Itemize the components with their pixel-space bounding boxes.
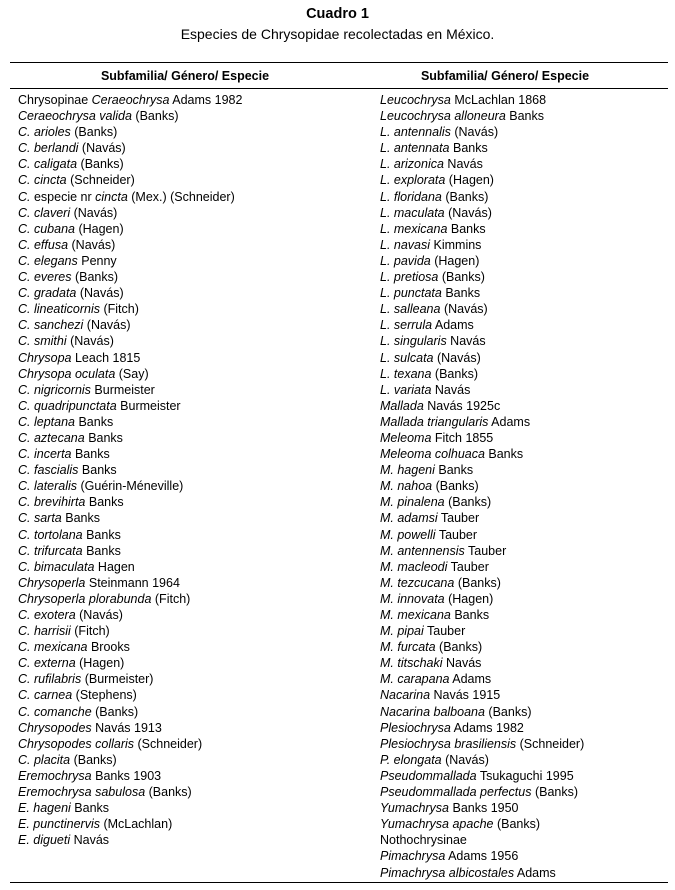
list-item bbox=[18, 430, 242, 446]
taxon-authority: especie nr bbox=[30, 189, 96, 204]
taxon-name: C. mexicana bbox=[18, 640, 88, 655]
taxon-name: C. sarta bbox=[18, 511, 62, 526]
list-item bbox=[18, 205, 242, 221]
taxon-name: M. hageni bbox=[380, 463, 435, 478]
taxon-authority: (Banks) bbox=[431, 366, 478, 381]
taxon-name: C. berlandi bbox=[18, 141, 79, 156]
taxon-name: C. tortolana bbox=[18, 527, 83, 542]
taxon-authority: (Hagen) bbox=[445, 173, 494, 188]
list-item bbox=[18, 559, 242, 575]
list-item bbox=[18, 752, 242, 768]
taxon-name: L. arizonica bbox=[380, 157, 444, 172]
taxon-authority: (Guérin-Méneville) bbox=[77, 479, 184, 494]
taxon-name: Leucochrysa alloneura bbox=[380, 109, 506, 124]
taxon-name: E. punctinervis bbox=[18, 817, 100, 832]
taxon-authority: (Navás) bbox=[433, 350, 481, 365]
list-item bbox=[18, 671, 242, 687]
list-item bbox=[380, 221, 584, 237]
list-item bbox=[380, 446, 584, 462]
list-item bbox=[380, 462, 584, 478]
taxon-authority: Penny bbox=[77, 253, 117, 268]
taxon-name: C. leptana bbox=[18, 414, 75, 429]
taxon-name: E. hageni bbox=[18, 801, 71, 816]
taxon-authority: (Banks) bbox=[441, 189, 489, 204]
list-item bbox=[18, 655, 242, 671]
taxon-name: M. innovata bbox=[380, 591, 445, 606]
taxon-name: Plesiochrysa bbox=[380, 720, 451, 735]
taxon-authority: Navás bbox=[442, 656, 482, 671]
taxon-name: L. explorata bbox=[380, 173, 446, 188]
taxon-authority: (Banks) bbox=[145, 785, 192, 800]
list-item bbox=[380, 494, 584, 510]
taxon-name: Chrysopodes collaris bbox=[18, 736, 135, 751]
list-item bbox=[380, 189, 584, 205]
list-item bbox=[380, 253, 584, 269]
list-item bbox=[380, 671, 584, 687]
list-item bbox=[380, 172, 584, 188]
header-rule bbox=[10, 88, 668, 89]
taxon-authority: (Mex.) (Schneider) bbox=[127, 189, 235, 204]
taxon-authority: Hagen bbox=[94, 559, 135, 574]
taxon-name: Pseudommallada perfectus bbox=[380, 785, 532, 800]
taxon-name: C. cincta bbox=[18, 173, 67, 188]
list-item bbox=[380, 575, 584, 591]
taxon-authority: Banks bbox=[505, 109, 544, 124]
taxon-authority: Tauber bbox=[423, 624, 466, 639]
taxon-authority: (Banks) bbox=[438, 270, 485, 285]
list-item bbox=[380, 92, 584, 108]
taxon-authority: Adams bbox=[488, 414, 531, 429]
taxon-name: C. arioles bbox=[18, 125, 71, 140]
list-item bbox=[380, 430, 584, 446]
list-item bbox=[380, 607, 584, 623]
list-item bbox=[18, 398, 242, 414]
taxon-authority: (Burmeister) bbox=[81, 672, 154, 687]
list-item bbox=[18, 108, 242, 124]
list-item bbox=[18, 333, 242, 349]
taxon-name: C. everes bbox=[18, 270, 72, 285]
list-item bbox=[380, 510, 584, 526]
taxon-name: Meleoma bbox=[380, 430, 432, 445]
taxon-authority: Nothochrysinae bbox=[380, 833, 467, 848]
list-item bbox=[18, 301, 242, 317]
list-item bbox=[380, 140, 584, 156]
taxon-authority: (Navás) bbox=[66, 334, 114, 349]
taxon-name: L. texana bbox=[380, 366, 432, 381]
taxon-authority: (Banks) bbox=[91, 704, 139, 719]
list-item bbox=[380, 156, 584, 172]
taxon-authority: Leach 1815 bbox=[71, 350, 141, 365]
list-item bbox=[380, 108, 584, 124]
taxon-authority: Banks bbox=[82, 527, 121, 542]
taxon-name: M. furcata bbox=[380, 640, 436, 655]
taxon-authority: Chrysopinae bbox=[18, 93, 92, 107]
taxon-name: L. maculata bbox=[380, 205, 445, 220]
taxon-name: C. gradata bbox=[18, 286, 77, 301]
taxon-authority: (Navás) bbox=[441, 752, 489, 767]
taxon-name: C. caligata bbox=[18, 157, 78, 172]
taxon-name: C. brevihirta bbox=[18, 495, 86, 510]
taxon-authority: Banks bbox=[70, 801, 110, 816]
taxon-authority: Navás 1913 bbox=[91, 720, 162, 735]
list-item bbox=[18, 92, 242, 108]
taxon-authority: Tauber bbox=[437, 511, 480, 526]
list-item bbox=[18, 414, 242, 430]
taxon-name: L. pavida bbox=[380, 253, 431, 268]
taxon-name: C. sanchezi bbox=[18, 318, 84, 333]
list-item bbox=[380, 832, 584, 848]
taxon-authority: Steinmann 1964 bbox=[85, 575, 180, 590]
taxon-authority: (Banks) bbox=[444, 495, 492, 510]
taxon-authority: (Banks) bbox=[71, 270, 119, 285]
taxon-authority: Tauber bbox=[464, 543, 507, 558]
taxon-authority: Banks bbox=[78, 463, 117, 478]
list-item bbox=[18, 736, 242, 752]
list-item bbox=[18, 607, 242, 623]
taxon-authority: Banks bbox=[434, 463, 474, 478]
taxon-name: M. antennensis bbox=[380, 543, 465, 558]
taxon-authority: (Navás) bbox=[444, 205, 492, 220]
list-item bbox=[18, 784, 242, 800]
taxon-name: M. nahoa bbox=[380, 479, 433, 494]
list-item bbox=[18, 253, 242, 269]
taxon-authority: Banks bbox=[450, 608, 490, 622]
taxon-name: C. externa bbox=[18, 656, 76, 671]
taxon-name: C. nigricornis bbox=[18, 382, 91, 397]
taxon-name: C. bbox=[18, 189, 31, 204]
taxon-name: C. cubana bbox=[18, 221, 75, 236]
taxon-name: C. aztecana bbox=[18, 430, 85, 445]
taxon-authority: (Banks) bbox=[131, 109, 179, 124]
taxon-name: Chrysoperla bbox=[18, 575, 86, 590]
taxon-authority: Adams 1982 bbox=[169, 93, 243, 107]
list-item bbox=[380, 559, 584, 575]
taxon-authority: Banks bbox=[449, 141, 488, 156]
taxon-name: Chrysopodes bbox=[18, 720, 92, 735]
taxon-authority: Tsukaguchi 1995 bbox=[476, 768, 574, 783]
list-item bbox=[380, 269, 584, 285]
taxon-name: M. powelli bbox=[380, 527, 436, 542]
taxon-authority: (Schneider) bbox=[134, 736, 203, 751]
taxon-name: C. elegans bbox=[18, 253, 78, 268]
taxon-authority: McLachlan 1868 bbox=[450, 93, 547, 107]
list-item bbox=[380, 382, 584, 398]
taxon-authority: Kimmins bbox=[430, 237, 482, 252]
taxon-authority: (Hagen) bbox=[444, 591, 494, 606]
taxon-name: C. placita bbox=[18, 752, 71, 767]
taxon-authority: (Hagen) bbox=[75, 656, 125, 671]
taxon-authority: Banks 1903 bbox=[91, 768, 162, 783]
list-item bbox=[18, 832, 242, 848]
taxon-authority: Navás bbox=[446, 334, 486, 349]
list-item bbox=[18, 527, 242, 543]
taxon-name: C. comanche bbox=[18, 704, 92, 719]
taxon-name: C. claveri bbox=[18, 205, 71, 220]
list-item bbox=[18, 623, 242, 639]
bottom-rule bbox=[10, 882, 668, 883]
list-item bbox=[380, 816, 584, 832]
taxon-name: Nacarina balboana bbox=[380, 704, 485, 719]
taxon-authority: Banks bbox=[82, 543, 121, 558]
taxon-name: Ceraeochrysa valida bbox=[18, 109, 132, 124]
taxon-authority: (Banks) bbox=[454, 575, 501, 590]
list-item bbox=[380, 623, 584, 639]
taxon-authority: Banks bbox=[71, 447, 110, 462]
list-item bbox=[18, 720, 242, 736]
list-item bbox=[380, 333, 584, 349]
taxon-authority: Tauber bbox=[435, 527, 478, 542]
column-header-left: Subfamilia/ Género/ Especie bbox=[100, 69, 270, 83]
taxon-name: Yumachrysa bbox=[380, 801, 450, 816]
taxon-authority: Burmeister bbox=[116, 398, 181, 413]
list-item bbox=[18, 494, 242, 510]
list-item bbox=[18, 704, 242, 720]
taxon-authority: (Schneider) bbox=[66, 173, 135, 188]
taxon-authority: Adams 1956 bbox=[445, 849, 519, 864]
taxon-name: cincta bbox=[95, 189, 128, 204]
taxon-name: Meleoma colhuaca bbox=[380, 447, 485, 462]
taxon-name: P. elongata bbox=[380, 752, 442, 767]
taxon-name: E. digueti bbox=[18, 833, 71, 848]
taxon-name: C. trifurcata bbox=[18, 543, 83, 558]
list-item bbox=[18, 446, 242, 462]
list-item bbox=[380, 687, 584, 703]
taxon-name: C. rufilabris bbox=[18, 672, 82, 687]
taxon-authority: Banks bbox=[484, 447, 524, 462]
list-item bbox=[380, 736, 584, 752]
list-item bbox=[18, 285, 242, 301]
taxon-name: L. serrula bbox=[380, 318, 433, 333]
taxon-authority: Brooks bbox=[87, 640, 130, 655]
taxon-name: Yumachrysa apache bbox=[380, 817, 494, 832]
list-item bbox=[380, 301, 584, 317]
taxon-name: M. mexicana bbox=[380, 608, 451, 622]
taxon-authority: (Banks) bbox=[493, 817, 541, 832]
taxon-name: M. tezcucana bbox=[380, 575, 455, 590]
taxon-authority: Adams bbox=[449, 672, 492, 687]
taxon-name: M. carapana bbox=[380, 672, 450, 687]
list-item bbox=[18, 478, 242, 494]
taxon-name: Leucochrysa bbox=[380, 93, 451, 107]
taxon-name: M. pinalena bbox=[380, 495, 445, 510]
taxon-name: L. pretiosa bbox=[380, 270, 439, 285]
taxon-authority: Banks bbox=[74, 414, 114, 429]
list-item bbox=[380, 366, 584, 382]
taxon-authority: Navás 1925c bbox=[423, 398, 501, 413]
list-item bbox=[380, 591, 584, 607]
taxon-name: Chrysopa bbox=[18, 350, 72, 365]
taxon-authority: (Navás) bbox=[450, 125, 499, 140]
list-item bbox=[18, 189, 242, 205]
list-item bbox=[380, 350, 584, 366]
taxon-authority: Adams bbox=[514, 865, 556, 880]
taxon-authority: (Hagen) bbox=[430, 253, 480, 268]
taxon-name: Chrysopa oculata bbox=[18, 366, 116, 381]
list-item bbox=[18, 366, 242, 382]
taxon-name: Pimachrysa albicostales bbox=[380, 865, 515, 880]
taxon-authority: Navás bbox=[70, 833, 110, 848]
taxon-authority: Banks bbox=[84, 430, 123, 445]
taxon-name: C. smithi bbox=[18, 334, 67, 349]
taxon-authority: (Banks) bbox=[70, 125, 118, 140]
taxon-name: Ceraeochrysa bbox=[91, 93, 170, 107]
list-item bbox=[18, 510, 242, 526]
taxon-name: C. fascialis bbox=[18, 463, 79, 478]
taxon-name: M. macleodi bbox=[380, 559, 448, 574]
taxon-name: L. mexicana bbox=[380, 221, 448, 236]
taxon-name: C. exotera bbox=[18, 608, 76, 622]
list-item bbox=[18, 269, 242, 285]
taxon-name: L. salleana bbox=[380, 302, 441, 317]
taxon-name: M. pipai bbox=[380, 624, 424, 639]
taxon-name: C. lateralis bbox=[18, 479, 78, 494]
taxon-authority: Navás bbox=[443, 157, 483, 172]
list-item bbox=[18, 156, 242, 172]
list-item bbox=[18, 221, 242, 237]
taxon-authority: (McLachlan) bbox=[99, 817, 173, 832]
taxon-authority: Banks bbox=[447, 221, 486, 236]
taxon-authority: (Navás) bbox=[76, 286, 124, 301]
taxon-authority: (Banks) bbox=[435, 640, 483, 655]
taxon-name: Nacarina bbox=[380, 688, 431, 703]
taxon-name: Eremochrysa sabulosa bbox=[18, 785, 146, 800]
species-list-left bbox=[18, 92, 242, 848]
taxon-authority: (Say) bbox=[115, 366, 149, 381]
list-item bbox=[380, 848, 584, 864]
taxon-name: Eremochrysa bbox=[18, 768, 92, 783]
list-item bbox=[18, 317, 242, 333]
list-item bbox=[18, 124, 242, 140]
list-item bbox=[380, 752, 584, 768]
taxon-authority: (Fitch) bbox=[151, 591, 191, 606]
taxon-name: C. lineaticornis bbox=[18, 302, 100, 317]
list-item bbox=[380, 639, 584, 655]
taxon-name: L. punctata bbox=[380, 286, 442, 301]
list-item bbox=[18, 575, 242, 591]
taxon-authority: (Navás) bbox=[78, 141, 126, 156]
taxon-authority: (Banks) bbox=[70, 752, 117, 767]
table-subtitle: Especies de Chrysopidae recolectadas en México. bbox=[180, 26, 495, 42]
list-item bbox=[18, 800, 242, 816]
column-header-right: Subfamilia/ Género/ Especie bbox=[420, 69, 590, 83]
list-item bbox=[18, 140, 242, 156]
taxon-name: Mallada bbox=[380, 398, 424, 413]
taxon-authority: (Navás) bbox=[440, 302, 488, 317]
taxon-name: C. bimaculata bbox=[18, 559, 95, 574]
taxon-name: L. antennalis bbox=[380, 125, 451, 140]
taxon-name: L. sulcata bbox=[380, 350, 434, 365]
list-item bbox=[18, 639, 242, 655]
taxon-authority: (Banks) bbox=[531, 785, 579, 800]
taxon-name: L. floridana bbox=[380, 189, 442, 204]
taxon-authority: (Navás) bbox=[83, 318, 131, 333]
taxon-name: L. singularis bbox=[380, 334, 447, 349]
list-item bbox=[18, 768, 242, 784]
taxon-name: Pimachrysa bbox=[380, 849, 446, 864]
taxon-authority: (Fitch) bbox=[70, 624, 110, 639]
taxon-authority: (Banks) bbox=[484, 704, 532, 719]
list-item bbox=[18, 687, 242, 703]
taxon-name: Pseudommallada bbox=[380, 768, 477, 783]
taxon-name: Chrysoperla plorabunda bbox=[18, 591, 152, 606]
taxon-authority: Fitch 1855 bbox=[431, 430, 494, 445]
list-item bbox=[380, 865, 584, 881]
taxon-name: C. carnea bbox=[18, 688, 73, 703]
taxon-authority: (Navás) bbox=[70, 205, 118, 220]
taxon-authority: Burmeister bbox=[90, 382, 155, 397]
list-item bbox=[18, 237, 242, 253]
taxon-authority: Banks bbox=[441, 286, 481, 301]
taxon-authority: (Stephens) bbox=[72, 688, 137, 703]
taxon-name: Mallada triangularis bbox=[380, 414, 489, 429]
taxon-authority: Adams 1982 bbox=[450, 720, 524, 735]
list-item bbox=[380, 543, 584, 559]
taxon-authority: Banks bbox=[85, 495, 124, 510]
taxon-authority: Adams bbox=[432, 318, 474, 333]
list-item bbox=[380, 285, 584, 301]
table-title: Cuadro 1 bbox=[306, 6, 369, 22]
taxon-authority: (Banks) bbox=[432, 479, 479, 494]
list-item bbox=[380, 205, 584, 221]
taxon-name: L. antennata bbox=[380, 141, 450, 156]
taxon-authority: (Schneider) bbox=[516, 736, 585, 751]
list-item bbox=[18, 591, 242, 607]
list-item bbox=[380, 478, 584, 494]
taxon-name: M. adamsi bbox=[380, 511, 438, 526]
list-item bbox=[380, 414, 584, 430]
taxon-authority: (Banks) bbox=[77, 157, 124, 172]
taxon-authority: Banks 1950 bbox=[449, 801, 519, 816]
taxon-authority: (Navás) bbox=[75, 608, 123, 622]
taxon-name: C. quadripunctata bbox=[18, 398, 117, 413]
taxon-name: M. titschaki bbox=[380, 656, 443, 671]
list-item bbox=[380, 800, 584, 816]
list-item bbox=[380, 655, 584, 671]
list-item bbox=[18, 543, 242, 559]
taxon-authority: Navás bbox=[431, 382, 471, 397]
taxon-authority: Tauber bbox=[447, 559, 489, 574]
taxon-name: C. effusa bbox=[18, 237, 69, 252]
taxon-name: L. navasi bbox=[380, 237, 431, 252]
taxon-name: Plesiochrysa brasiliensis bbox=[380, 736, 517, 751]
taxon-authority: (Fitch) bbox=[99, 302, 139, 317]
list-item bbox=[380, 237, 584, 253]
list-item bbox=[18, 172, 242, 188]
taxon-name: C. incerta bbox=[18, 447, 72, 462]
taxon-authority: (Navás) bbox=[68, 237, 116, 252]
list-item bbox=[380, 704, 584, 720]
list-item bbox=[380, 784, 584, 800]
list-item bbox=[380, 527, 584, 543]
list-item bbox=[380, 317, 584, 333]
taxon-name: L. variata bbox=[380, 382, 432, 397]
list-item bbox=[380, 398, 584, 414]
list-item bbox=[18, 350, 242, 366]
taxon-authority: Banks bbox=[61, 511, 100, 526]
taxon-name: C. harrisii bbox=[18, 624, 71, 639]
taxon-authority: Navás 1915 bbox=[430, 688, 501, 703]
species-list-right bbox=[380, 92, 584, 881]
list-item bbox=[380, 720, 584, 736]
list-item bbox=[380, 124, 584, 140]
top-rule bbox=[10, 62, 668, 63]
list-item bbox=[18, 816, 242, 832]
list-item bbox=[18, 382, 242, 398]
taxon-authority: (Hagen) bbox=[74, 221, 124, 236]
list-item bbox=[380, 768, 584, 784]
list-item bbox=[18, 462, 242, 478]
